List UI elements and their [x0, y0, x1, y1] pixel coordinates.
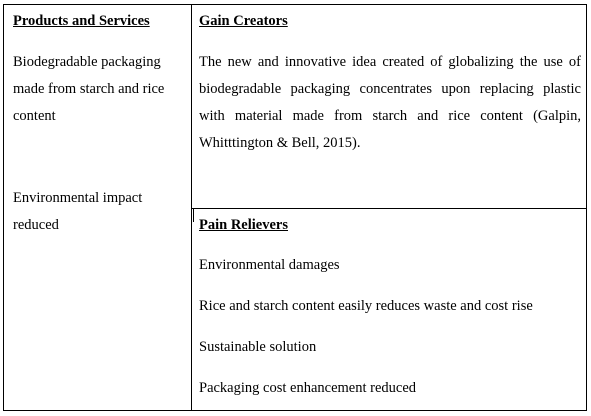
row-divider: [191, 208, 586, 209]
products-services-item-impact: Environmental impact reduced: [13, 190, 143, 233]
gain-creators-heading: Gain Creators: [199, 13, 288, 29]
products-services-heading: Products and Services: [13, 13, 150, 29]
pain-relievers-item: Sustainable solution: [199, 339, 317, 355]
cell-marker: [193, 209, 194, 222]
pain-relievers-item: Rice and starch content easily reduces waste and cost rise: [199, 298, 533, 314]
pain-relievers-item: Packaging cost enhancement reduced: [199, 380, 417, 396]
gain-creators-body: The new and innovative idea created of globalizing the use of biodegradable packaging concentrates upon replacing plastic with material made from starch and rice content (Galpin, Whitttington & Bell, 2015).: [199, 54, 581, 151]
pain-relievers-item: Environmental damages: [199, 257, 340, 273]
products-services-item-packaging: Biodegradable packaging made from starch and rice content: [13, 54, 165, 124]
value-proposition-table: [3, 4, 587, 411]
pain-relievers-heading: Pain Relievers: [199, 217, 288, 233]
